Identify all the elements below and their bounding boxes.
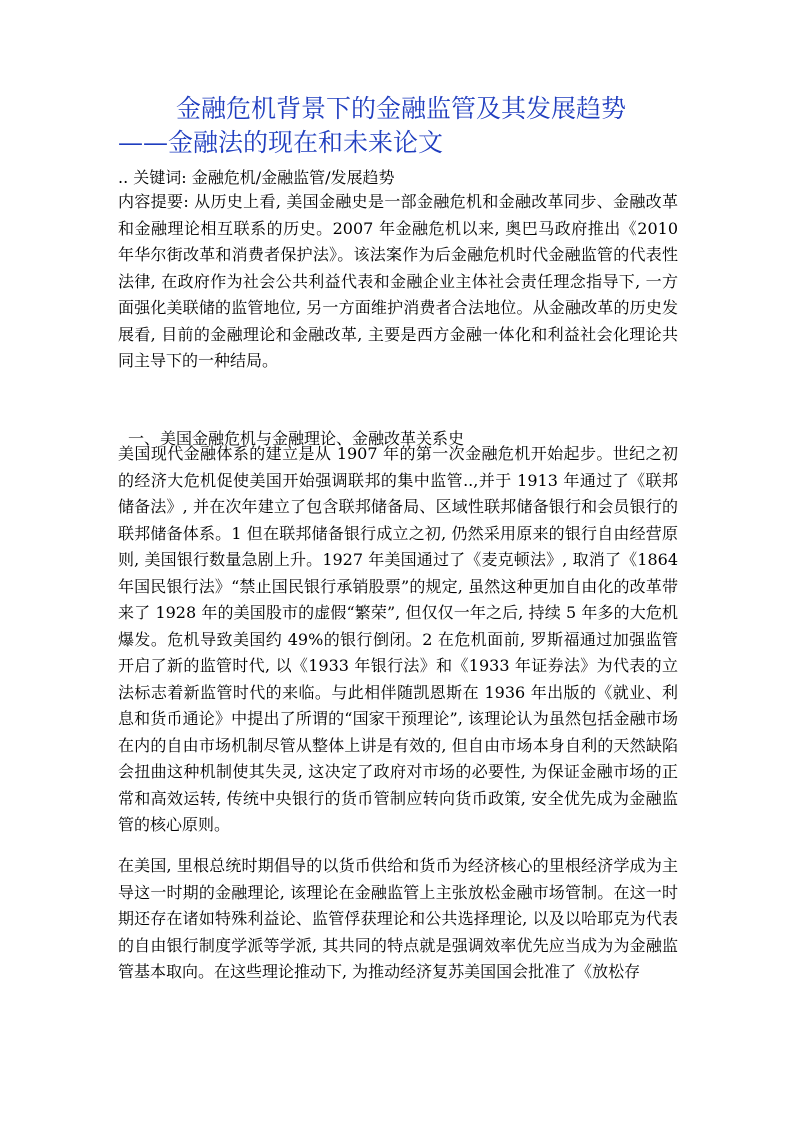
section-heading: 一、美国金融危机与金融理论、金融改革关系史 [128,429,465,448]
keywords-line: .. 关键词: 金融危机/金融监管/发展趋势 [118,168,395,187]
abstract-paragraph: 内容提要: 从历史上看, 美国金融史是一部金融危机和金融改革同步、金融改革和金融理论相互联系的历史。2007 年金融危机以来, 奥巴马政府推出《2010 年华尔街改革和消费者保护法》。该法案作为后金融危机时代金融监管的代表性法律, 在政府作为社会公共利益代表和金融企业主体社会责任理念指导下, 一方面强化美联储的监管地位, 另一方面维护消费者合法地位。从金融改革的历史发展看, 目前的金融理论和金融改革, 主要是西方金融一体化和利益社会化理论共同主导下的一种结局。 [118,192,678,370]
document-title [118,92,718,160]
body-paragraph-2: 在美国, 里根总统时期倡导的以货币供给和货币为经济核心的里根经济学成为主导这一时期的金融理论, 该理论在金融监管上主张放松金融市场管制。在这一时期还存在诸如特殊利益论、监管俘获理论和公共选择理论, 以及以哈耶克为代表的自由银行制度学派等学派, 其共同的特点就是强调效率优先应当成为为金融监管基本取向。在这些理论推动下, 为推动经济复苏美国国会批准了《放松存 [118,856,678,981]
body-paragraph-1: 美国现代金融体系的建立是从 1907 年的第一次金融危机开始起步。世纪之初的经济大危机促使美国开始强调联邦的集中监管..,并于 1913 年通过了《联邦储备法》, 并在次年建立了包含联邦储备局、区域性联邦储备银行和会员银行的联邦储备体系。1 但在联邦储备银行成立之初, 仍然采用原来的银行自由经营原则, 美国银行数量急剧上升。1927 年美国通过了《麦克顿法》, 取消了《1864 年国民银行法》“禁止国民银行承销股票”的规定, 虽然这种更加自由化的改革带来了 1928 年的美国股市的虚假“繁荣”, 但仅仅一年之后, 持续 5 年多的大危机爆发。危机导致美国约 49%的银行倒闭。2 在危机面前, 罗斯福通过加强监管开启了新的监管时代, 以《1933 年银行法》和《1933 年证券法》为代表的立法标志着新监管时代的来临。与此相伴随凯恩斯在 1936 年出版的《就业、利息和货币通论》中提出了所谓的“国家干预理论”, 该理论认为虽然包括金融市场在内的自由市场机制尽管从整体上讲是有效的, 但自由市场本身自利的天然缺陷会扭曲这种机制使其失灵, 这决定了政府对市场的必要性, 为保证金融市场的正常和高效运转, 传统中央银行的货币管制应转向货币政策, 安全优先成为金融监管的核心原则。 [118,444,678,834]
title-line-1: 金融危机背景下的金融监管及其发展趋势 [176,94,627,123]
title-line-2: ——金融法的现在和未来论文 [118,128,444,157]
